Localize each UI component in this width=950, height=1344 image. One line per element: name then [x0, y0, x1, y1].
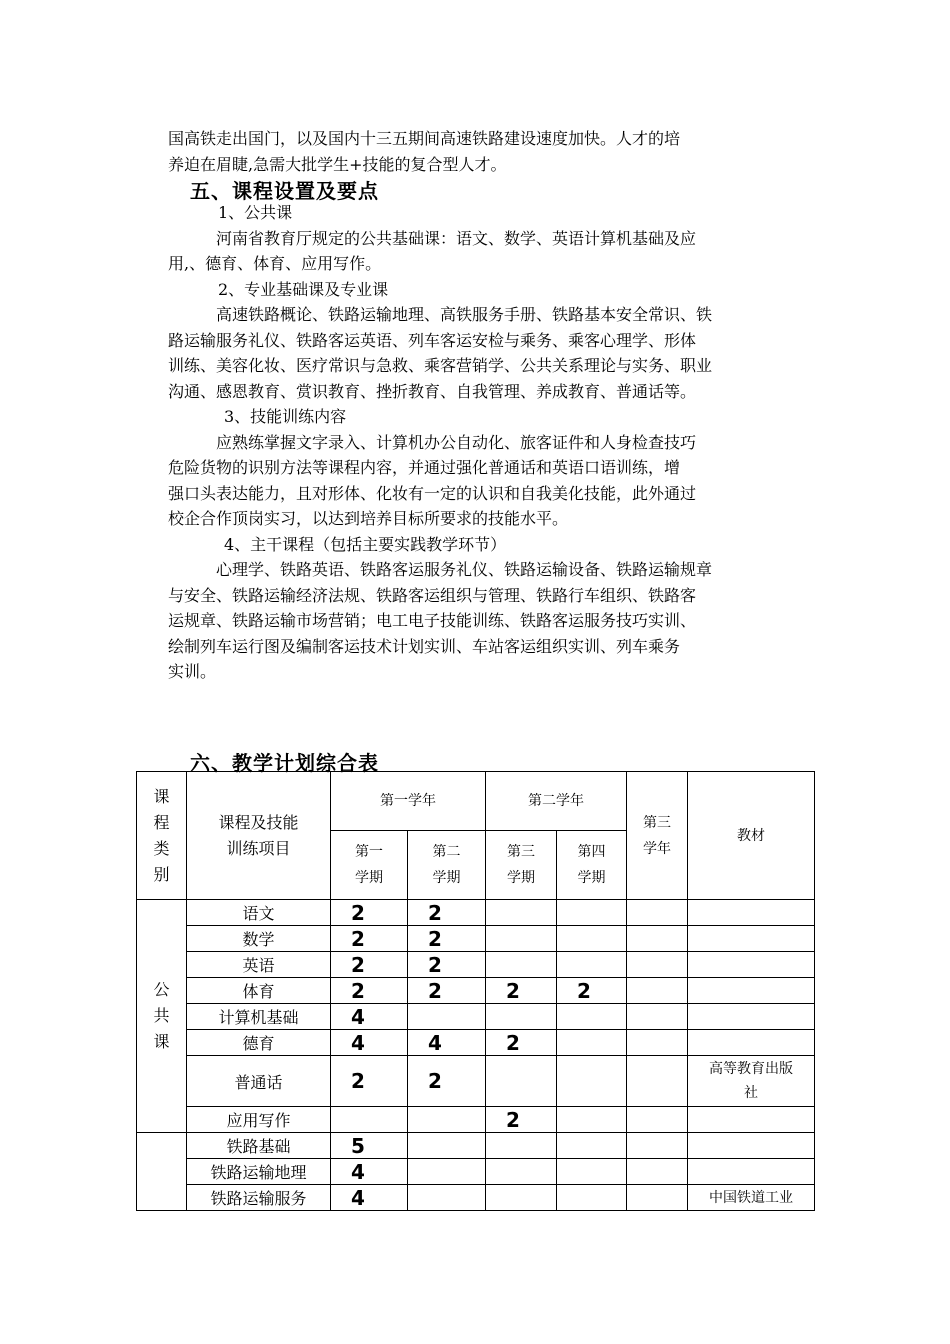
header-line: 学期 — [507, 870, 535, 886]
year3-cell — [627, 1056, 688, 1107]
hours-cell: 2 — [331, 952, 408, 978]
hours-cell — [408, 1004, 486, 1030]
category-char: 公 — [153, 980, 170, 999]
header-line: 训练项目 — [226, 838, 291, 858]
section-heading-5: 五、课程设置及要点 — [190, 179, 379, 203]
header-char: 类 — [153, 838, 170, 858]
hours-cell — [557, 900, 627, 926]
hours-cell — [486, 1004, 557, 1030]
textbook-line: 高等教育出版 — [709, 1061, 793, 1077]
course-cell: 铁路运输服务 — [187, 1185, 331, 1211]
textbook-cell: 中国铁道工业 — [688, 1185, 815, 1211]
table-row — [137, 1030, 815, 1056]
textbook-cell — [688, 1159, 815, 1185]
hours-cell: 2 — [408, 952, 486, 978]
table-row — [137, 1133, 815, 1159]
year3-cell — [627, 1030, 688, 1056]
course-cell: 数学 — [187, 926, 331, 952]
text-line: 路运输服务礼仪、铁路客运英语、列车客运安检与乘务、乘客心理学、形体 — [168, 330, 697, 350]
course-cell: 铁路基础 — [187, 1133, 331, 1159]
year3-cell — [627, 1004, 688, 1030]
header-term-4 — [557, 831, 627, 900]
table-row — [137, 978, 815, 1004]
course-cell: 应用写作 — [187, 1107, 331, 1133]
year3-cell — [627, 900, 688, 926]
textbook-cell — [688, 978, 815, 1004]
header-line: 第二 — [432, 844, 461, 860]
hours-cell: 2 — [331, 978, 408, 1004]
header-line: 学期 — [355, 870, 383, 886]
textbook-cell — [688, 1030, 815, 1056]
section-heading-6: 六、教学计划综合表 — [190, 751, 379, 775]
category-char: 共 — [153, 1006, 170, 1025]
hours-cell — [557, 1030, 627, 1056]
hours-cell — [557, 952, 627, 978]
hours-cell: 2 — [557, 978, 627, 1004]
text-line: 与安全、铁路运输经济法规、铁路客运组织与管理、铁路行车组织、铁路客 — [168, 585, 697, 605]
hours-cell — [408, 1159, 486, 1185]
teaching-plan-table — [136, 771, 815, 1211]
textbook-line: 社 — [744, 1085, 758, 1101]
table-row — [137, 1056, 815, 1107]
course-cell: 普通话 — [187, 1056, 331, 1107]
textbook-cell — [688, 952, 815, 978]
text-line: 绘制列车运行图及编制客运技术计划实训、车站客运组织实训、列车乘务 — [168, 636, 681, 656]
text-line: 河南省教育厅规定的公共基础课：语文、数学、英语计算机基础及应 — [216, 228, 697, 248]
header-term-3 — [486, 831, 557, 900]
hours-cell — [486, 926, 557, 952]
hours-cell — [557, 1185, 627, 1211]
header-line: 学年 — [643, 840, 671, 857]
year3-cell — [627, 926, 688, 952]
hours-cell: 2 — [408, 926, 486, 952]
category-char: 课 — [153, 1032, 170, 1051]
subsection-title: 2、专业基础课及专业课 — [218, 279, 389, 299]
table-row — [137, 926, 815, 952]
hours-cell — [486, 1159, 557, 1185]
header-line: 课程及技能 — [218, 812, 299, 832]
course-cell: 语文 — [187, 900, 331, 926]
hours-cell: 2 — [486, 1030, 557, 1056]
hours-cell: 5 — [331, 1133, 408, 1159]
subsection-title: 3、技能训练内容 — [224, 407, 347, 426]
hours-cell: 4 — [408, 1030, 486, 1056]
text-line: 实训。 — [168, 662, 217, 681]
header-line: 学期 — [577, 870, 606, 886]
header-term-1 — [331, 831, 408, 900]
header-year-2: 第二学年 — [486, 772, 627, 831]
text-line: 危险货物的识别方法等课程内容，并通过强化普通话和英语口语训练，增 — [168, 458, 681, 477]
hours-cell — [331, 1107, 408, 1133]
year3-cell — [627, 1107, 688, 1133]
year3-cell — [627, 1133, 688, 1159]
header-char: 程 — [153, 812, 170, 832]
hours-cell: 2 — [486, 1107, 557, 1133]
textbook-cell — [688, 1133, 815, 1159]
table-row — [137, 900, 815, 926]
year3-cell — [627, 978, 688, 1004]
header-category — [137, 772, 187, 900]
intro-paragraph — [168, 126, 786, 177]
textbook-cell — [688, 900, 815, 926]
text-line: 养迫在眉睫,急需大批学生+技能的复合型人才。 — [168, 154, 507, 174]
table-row — [137, 1004, 815, 1030]
hours-cell — [557, 1056, 627, 1107]
hours-cell: 4 — [331, 1185, 408, 1211]
header-year-1: 第一学年 — [331, 772, 486, 831]
hours-cell: 4 — [331, 1004, 408, 1030]
category-cell — [137, 900, 187, 1133]
hours-cell — [408, 1107, 486, 1133]
subsection-title: 1、公共课 — [218, 203, 293, 222]
hours-cell: 2 — [408, 900, 486, 926]
hours-cell: 2 — [331, 1056, 408, 1107]
table-row — [137, 952, 815, 978]
header-char: 课 — [153, 786, 170, 806]
hours-cell — [486, 1185, 557, 1211]
hours-cell — [486, 1133, 557, 1159]
hours-cell: 2 — [408, 978, 486, 1004]
text-line: 应熟练掌握文字录入、计算机办公自动化、旅客证件和人身检查技巧 — [216, 432, 697, 452]
hours-cell — [557, 1159, 627, 1185]
hours-cell — [486, 1056, 557, 1107]
section-5-body — [168, 200, 786, 685]
hours-cell: 2 — [331, 926, 408, 952]
hours-cell: 2 — [486, 978, 557, 1004]
header-textbook: 教材 — [688, 772, 815, 900]
course-cell: 英语 — [187, 952, 331, 978]
table-row — [137, 1185, 815, 1211]
text-line: 运规章、铁路运输市场营销；电工电子技能训练、铁路客运服务技巧实训、 — [168, 611, 697, 630]
hours-cell — [557, 1004, 627, 1030]
hours-cell — [408, 1185, 486, 1211]
year3-cell — [627, 1185, 688, 1211]
header-line: 第一 — [355, 844, 383, 860]
header-line: 第四 — [577, 844, 606, 860]
header-line: 第三 — [643, 814, 671, 831]
text-line: 沟通、感恩教育、赏识教育、挫折教育、自我管理、养成教育、普通话等。 — [168, 381, 697, 401]
course-cell: 体育 — [187, 978, 331, 1004]
header-row-1 — [137, 772, 815, 831]
year3-cell — [627, 952, 688, 978]
textbook-cell — [688, 1004, 815, 1030]
hours-cell — [486, 900, 557, 926]
textbook-cell — [688, 1107, 815, 1133]
course-cell: 铁路运输地理 — [187, 1159, 331, 1185]
text-line: 训练、美容化妆、医疗常识与急救、乘客营销学、公共关系理论与实务、职业 — [168, 356, 713, 375]
text-line: 国高铁走出国门，以及国内十三五期间高速铁路建设速度加快。人才的培 — [168, 129, 681, 148]
hours-cell — [557, 1107, 627, 1133]
text-line: 用,、德育、体育、应用写作。 — [168, 254, 382, 273]
header-char: 别 — [153, 864, 170, 884]
hours-cell: 2 — [408, 1056, 486, 1107]
header-course — [187, 772, 331, 900]
hours-cell — [486, 952, 557, 978]
table-row — [137, 1107, 815, 1133]
header-line: 学期 — [432, 870, 461, 886]
header-line: 第三 — [507, 844, 535, 860]
table-row — [137, 1159, 815, 1185]
hours-cell — [557, 926, 627, 952]
category-cell — [137, 1133, 187, 1211]
subsection-title: 4、主干课程（包括主要实践教学环节） — [224, 534, 507, 554]
hours-cell: 2 — [331, 900, 408, 926]
text-line: 心理学、铁路英语、铁路客运服务礼仪、铁路运输设备、铁路运输规章 — [216, 560, 713, 579]
hours-cell — [557, 1133, 627, 1159]
hours-cell — [408, 1133, 486, 1159]
header-term-2 — [408, 831, 486, 900]
header-year-3 — [627, 772, 688, 900]
hours-cell: 4 — [331, 1030, 408, 1056]
textbook-cell — [688, 1056, 815, 1107]
course-cell: 德育 — [187, 1030, 331, 1056]
text-line: 校企合作顶岗实习，以达到培养目标所要求的技能水平。 — [168, 509, 569, 528]
text-line: 强口头表达能力，且对形体、化妆有一定的认识和自我美化技能，此外通过 — [168, 483, 697, 503]
text-line: 高速铁路概论、铁路运输地理、高铁服务手册、铁路基本安全常识、铁 — [216, 305, 713, 324]
course-cell: 计算机基础 — [187, 1004, 331, 1030]
textbook-cell — [688, 926, 815, 952]
year3-cell — [627, 1159, 688, 1185]
hours-cell: 4 — [331, 1159, 408, 1185]
